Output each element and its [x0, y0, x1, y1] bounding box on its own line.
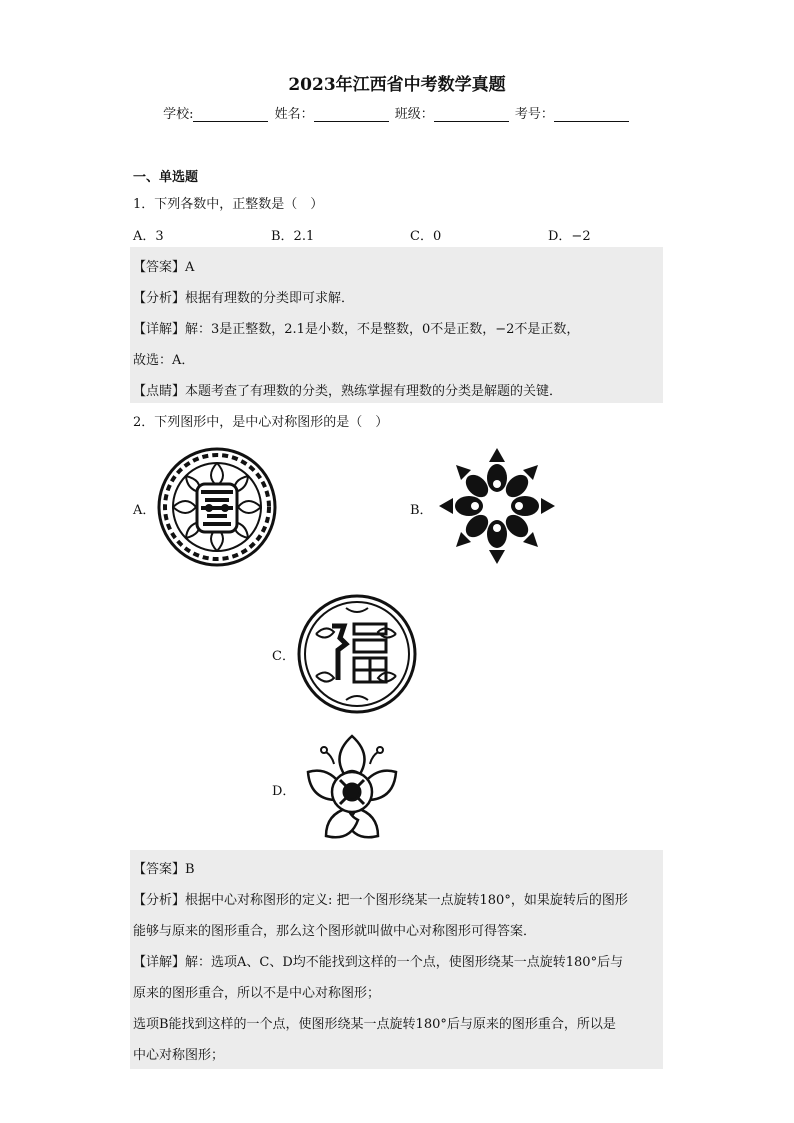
q1-answer: 【答案】A: [133, 260, 195, 275]
school-blank[interactable]: [193, 109, 268, 122]
q1-choose: 故选：A．: [133, 353, 195, 368]
flower-icon: [436, 444, 558, 568]
school-label: 学校:: [163, 107, 194, 122]
q1-analysis: 【分析】根据有理数的分类即可求解．: [133, 291, 355, 306]
q2-analysis-line1: 【分析】根据中心对称图形的定义: 把一个图形绕某一点旋转180°，如果旋转后的图形: [133, 893, 628, 908]
q2-detail-line4: 中心对称图形；: [133, 1048, 225, 1063]
q2-option-d-label: D．: [272, 784, 296, 799]
q1-detail: 【详解】解：3是正整数，2.1是小数，不是整数，0不是正数，−2不是正数，: [133, 322, 580, 337]
q1-option-c: C．0: [410, 229, 442, 244]
q2-stem: 2．下列图形中，是中心对称图形的是（ ）: [133, 415, 389, 430]
q2-option-b-label: B．: [410, 503, 433, 518]
fu-character-circle-icon: [296, 594, 418, 714]
q1-option-a: A．3: [133, 229, 164, 244]
q2-answer: 【答案】B: [133, 862, 195, 877]
q2-analysis-line2: 能够与原来的图形重合，那么这个图形就叫做中心对称图形可得答案．: [133, 924, 537, 939]
q1-option-d: D．−2: [548, 229, 591, 244]
page-title: 2023年江西省中考数学真题: [288, 75, 506, 95]
q2-detail-line1: 【详解】解：选项A、C、D均不能找到这样的一个点，使图形绕某一点旋转180°后与: [133, 955, 624, 970]
q1-stem: 1．下列各数中，正整数是（ ）: [133, 197, 324, 212]
ornate-circle-icon: [157, 446, 277, 568]
name-label: 姓名：: [274, 107, 314, 122]
q2-detail-line2: 原来的图形重合，所以不是中心对称图形；: [133, 986, 381, 1001]
q1-option-b: B．2.1: [271, 229, 315, 244]
exam-no-blank[interactable]: [554, 109, 629, 122]
student-info-line: [0, 103, 794, 122]
section-heading: 一、单选题: [133, 170, 199, 185]
exam-no-label: 考号：: [514, 107, 554, 122]
class-label: 班级：: [394, 107, 434, 122]
q2-option-c-label: C．: [272, 649, 295, 664]
q2-detail-line3: 选项B能找到这样的一个点，使图形绕某一点旋转180°后与原来的图形重合，所以是: [133, 1017, 616, 1032]
q2-option-a-label: A．: [133, 503, 156, 518]
class-blank[interactable]: [434, 109, 509, 122]
q1-comment: 【点睛】本题考查了有理数的分类，熟练掌握有理数的分类是解题的关键．: [133, 384, 563, 399]
name-blank[interactable]: [314, 109, 389, 122]
lotus-flower-icon: [296, 728, 408, 848]
